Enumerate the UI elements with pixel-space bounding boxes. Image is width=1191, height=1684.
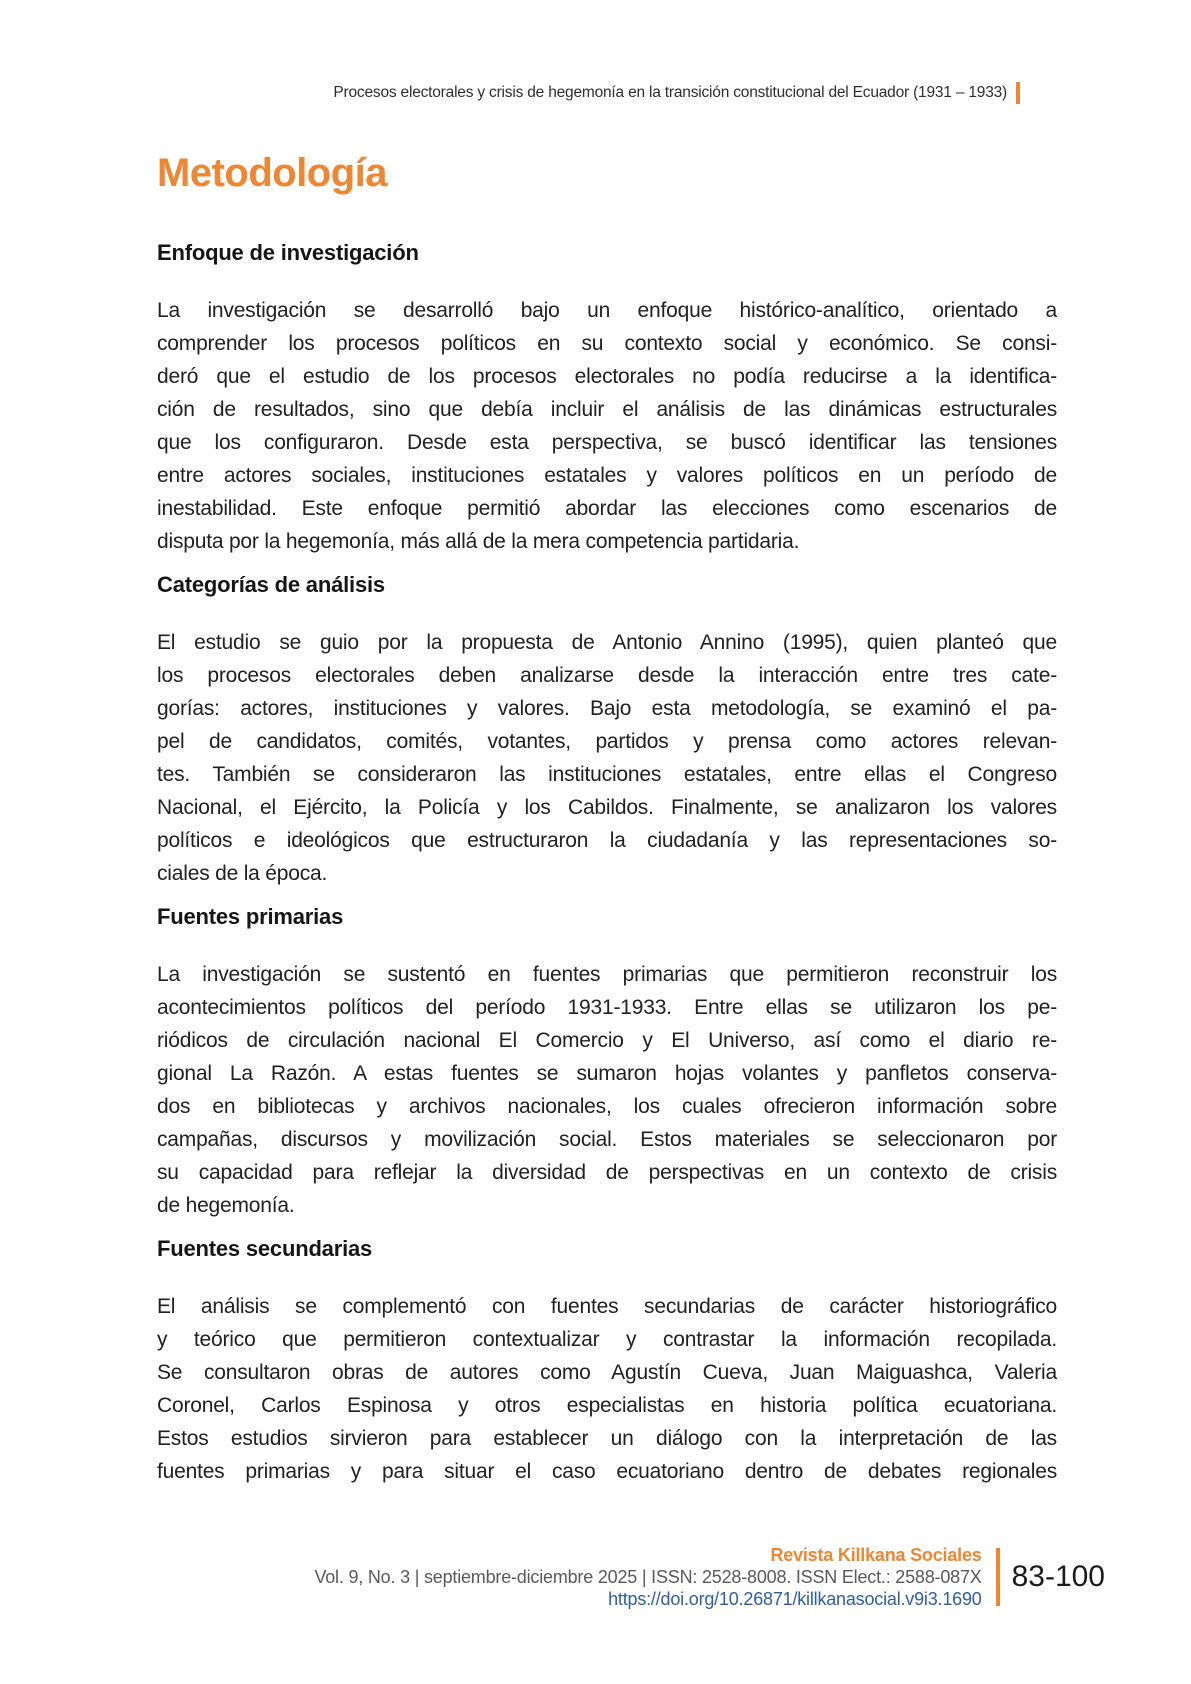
paragraph <box>157 958 1057 1222</box>
section-heading: Fuentes secundarias <box>157 1236 373 1261</box>
footer-text-block <box>314 1544 981 1610</box>
paragraph <box>157 626 1057 890</box>
section-heading: Categorías de análisis <box>157 572 385 597</box>
journal-name: Revista Killkana Sociales <box>770 1545 982 1565</box>
section-categorias-de-analisis <box>157 572 1057 890</box>
main-column <box>157 0 1057 1488</box>
page-title: Metodología <box>157 151 388 195</box>
page-range: 83-100 <box>1011 1560 1105 1593</box>
paragraph-line: El análisis se complementó con fuentes secundarias de carácter historiográfico <box>157 1295 1057 1318</box>
paragraph-line: dos en bibliotecas y archivos nacionales, los cuales ofrecieron información sobre <box>157 1095 1057 1118</box>
section-heading: Fuentes primarias <box>157 904 344 929</box>
section-heading: Enfoque de investigación <box>157 240 419 265</box>
paragraph-line: deró que el estudio de los procesos electorales no podía reducirse a la identifica- <box>157 365 1057 388</box>
paragraph-line: que los configuraron. Desde esta perspectiva, se buscó identificar las tensiones <box>157 431 1057 454</box>
paragraph-line: El estudio se guio por la propuesta de Antonio Annino (1995), quien planteó que <box>157 631 1057 654</box>
paragraph-line: La investigación se desarrolló bajo un enfoque histórico-analítico, orientado a <box>157 299 1057 322</box>
paragraph-line: La investigación se sustentó en fuentes primarias que permitieron reconstruir los <box>157 963 1057 986</box>
paragraph-line: Coronel, Carlos Espinosa y otros especialistas en historia política ecuatoriana. <box>157 1394 1057 1417</box>
paragraph-line: Estos estudios sirvieron para establecer un diálogo con la interpretación de las <box>157 1427 1057 1450</box>
paragraph-line: inestabilidad. Este enfoque permitió abordar las elecciones como escenarios de <box>157 497 1057 520</box>
paragraph-line: de hegemonía. <box>157 1194 295 1217</box>
paragraph-line: Se consultaron obras de autores como Agustín Cueva, Juan Maiguashca, Valeria <box>157 1361 1057 1384</box>
paragraph-line: gorías: actores, instituciones y valores. Bajo esta metodología, se examinó el pa- <box>157 697 1057 720</box>
paragraph-line: fuentes primarias y para situar el caso ecuatoriano dentro de debates regionales <box>157 1460 1057 1483</box>
issue-info: Vol. 9, No. 3 | septiembre-diciembre 2025 | ISSN: 2528-8008. ISSN Elect.: 2588-087X <box>314 1567 982 1587</box>
section-fuentes-secundarias <box>157 1236 1057 1488</box>
paragraph-line: pel de candidatos, comités, votantes, partidos y prensa como actores relevan- <box>157 730 1057 753</box>
paragraph-line: Nacional, el Ejército, la Policía y los Cabildos. Finalmente, se analizaron los valores <box>157 796 1057 819</box>
paragraph-line: y teórico que permitieron contextualizar y contrastar la información recopilada. <box>157 1328 1057 1351</box>
paragraph-line: disputa por la hegemonía, más allá de la mera competencia partidaria. <box>157 530 800 553</box>
paragraph-line: los procesos electorales deben analizarse desde la interacción entre tres cate- <box>157 664 1057 687</box>
section-fuentes-primarias <box>157 904 1057 1222</box>
paragraph-line: riódicos de circulación nacional El Comercio y El Universo, así como el diario re- <box>157 1029 1057 1052</box>
paragraph-line: entre actores sociales, instituciones estatales y valores políticos en un período de <box>157 464 1057 487</box>
doi-link[interactable]: https://doi.org/10.26871/killkanasocial.v9i3.1690 <box>608 1589 982 1609</box>
footer-accent-bar <box>996 1548 1000 1606</box>
paragraph-line: políticos e ideológicos que estructuraron la ciudadanía y las representaciones so- <box>157 829 1057 852</box>
paragraph-line: su capacidad para reflejar la diversidad de perspectivas en un contexto de crisis <box>157 1161 1057 1184</box>
section-enfoque-de-investigacion <box>157 240 1057 558</box>
paragraph-line: tes. También se consideraron las instituciones estatales, entre ellas el Congreso <box>157 763 1057 786</box>
paragraph <box>157 1290 1057 1488</box>
running-header-text: Procesos electorales y crisis de hegemonía en la transición constitucional del Ecuador (1931 – 1933) <box>333 84 1007 101</box>
paragraph <box>157 294 1057 558</box>
paragraph-line: acontecimientos políticos del período 1931-1933. Entre ellas se utilizaron los pe- <box>157 996 1057 1019</box>
paragraph-line: comprender los procesos políticos en su contexto social y económico. Se consi- <box>157 332 1057 355</box>
page-footer <box>314 1544 1105 1610</box>
paragraph-line: ciales de la época. <box>157 862 328 885</box>
paragraph-line: gional La Razón. A estas fuentes se sumaron hojas volantes y panfletos conserva- <box>157 1062 1057 1085</box>
paragraph-line: campañas, discursos y movilización social. Estos materiales se seleccionaron por <box>157 1128 1057 1151</box>
paragraph-line: ción de resultados, sino que debía incluir el análisis de las dinámicas estructurales <box>157 398 1057 421</box>
